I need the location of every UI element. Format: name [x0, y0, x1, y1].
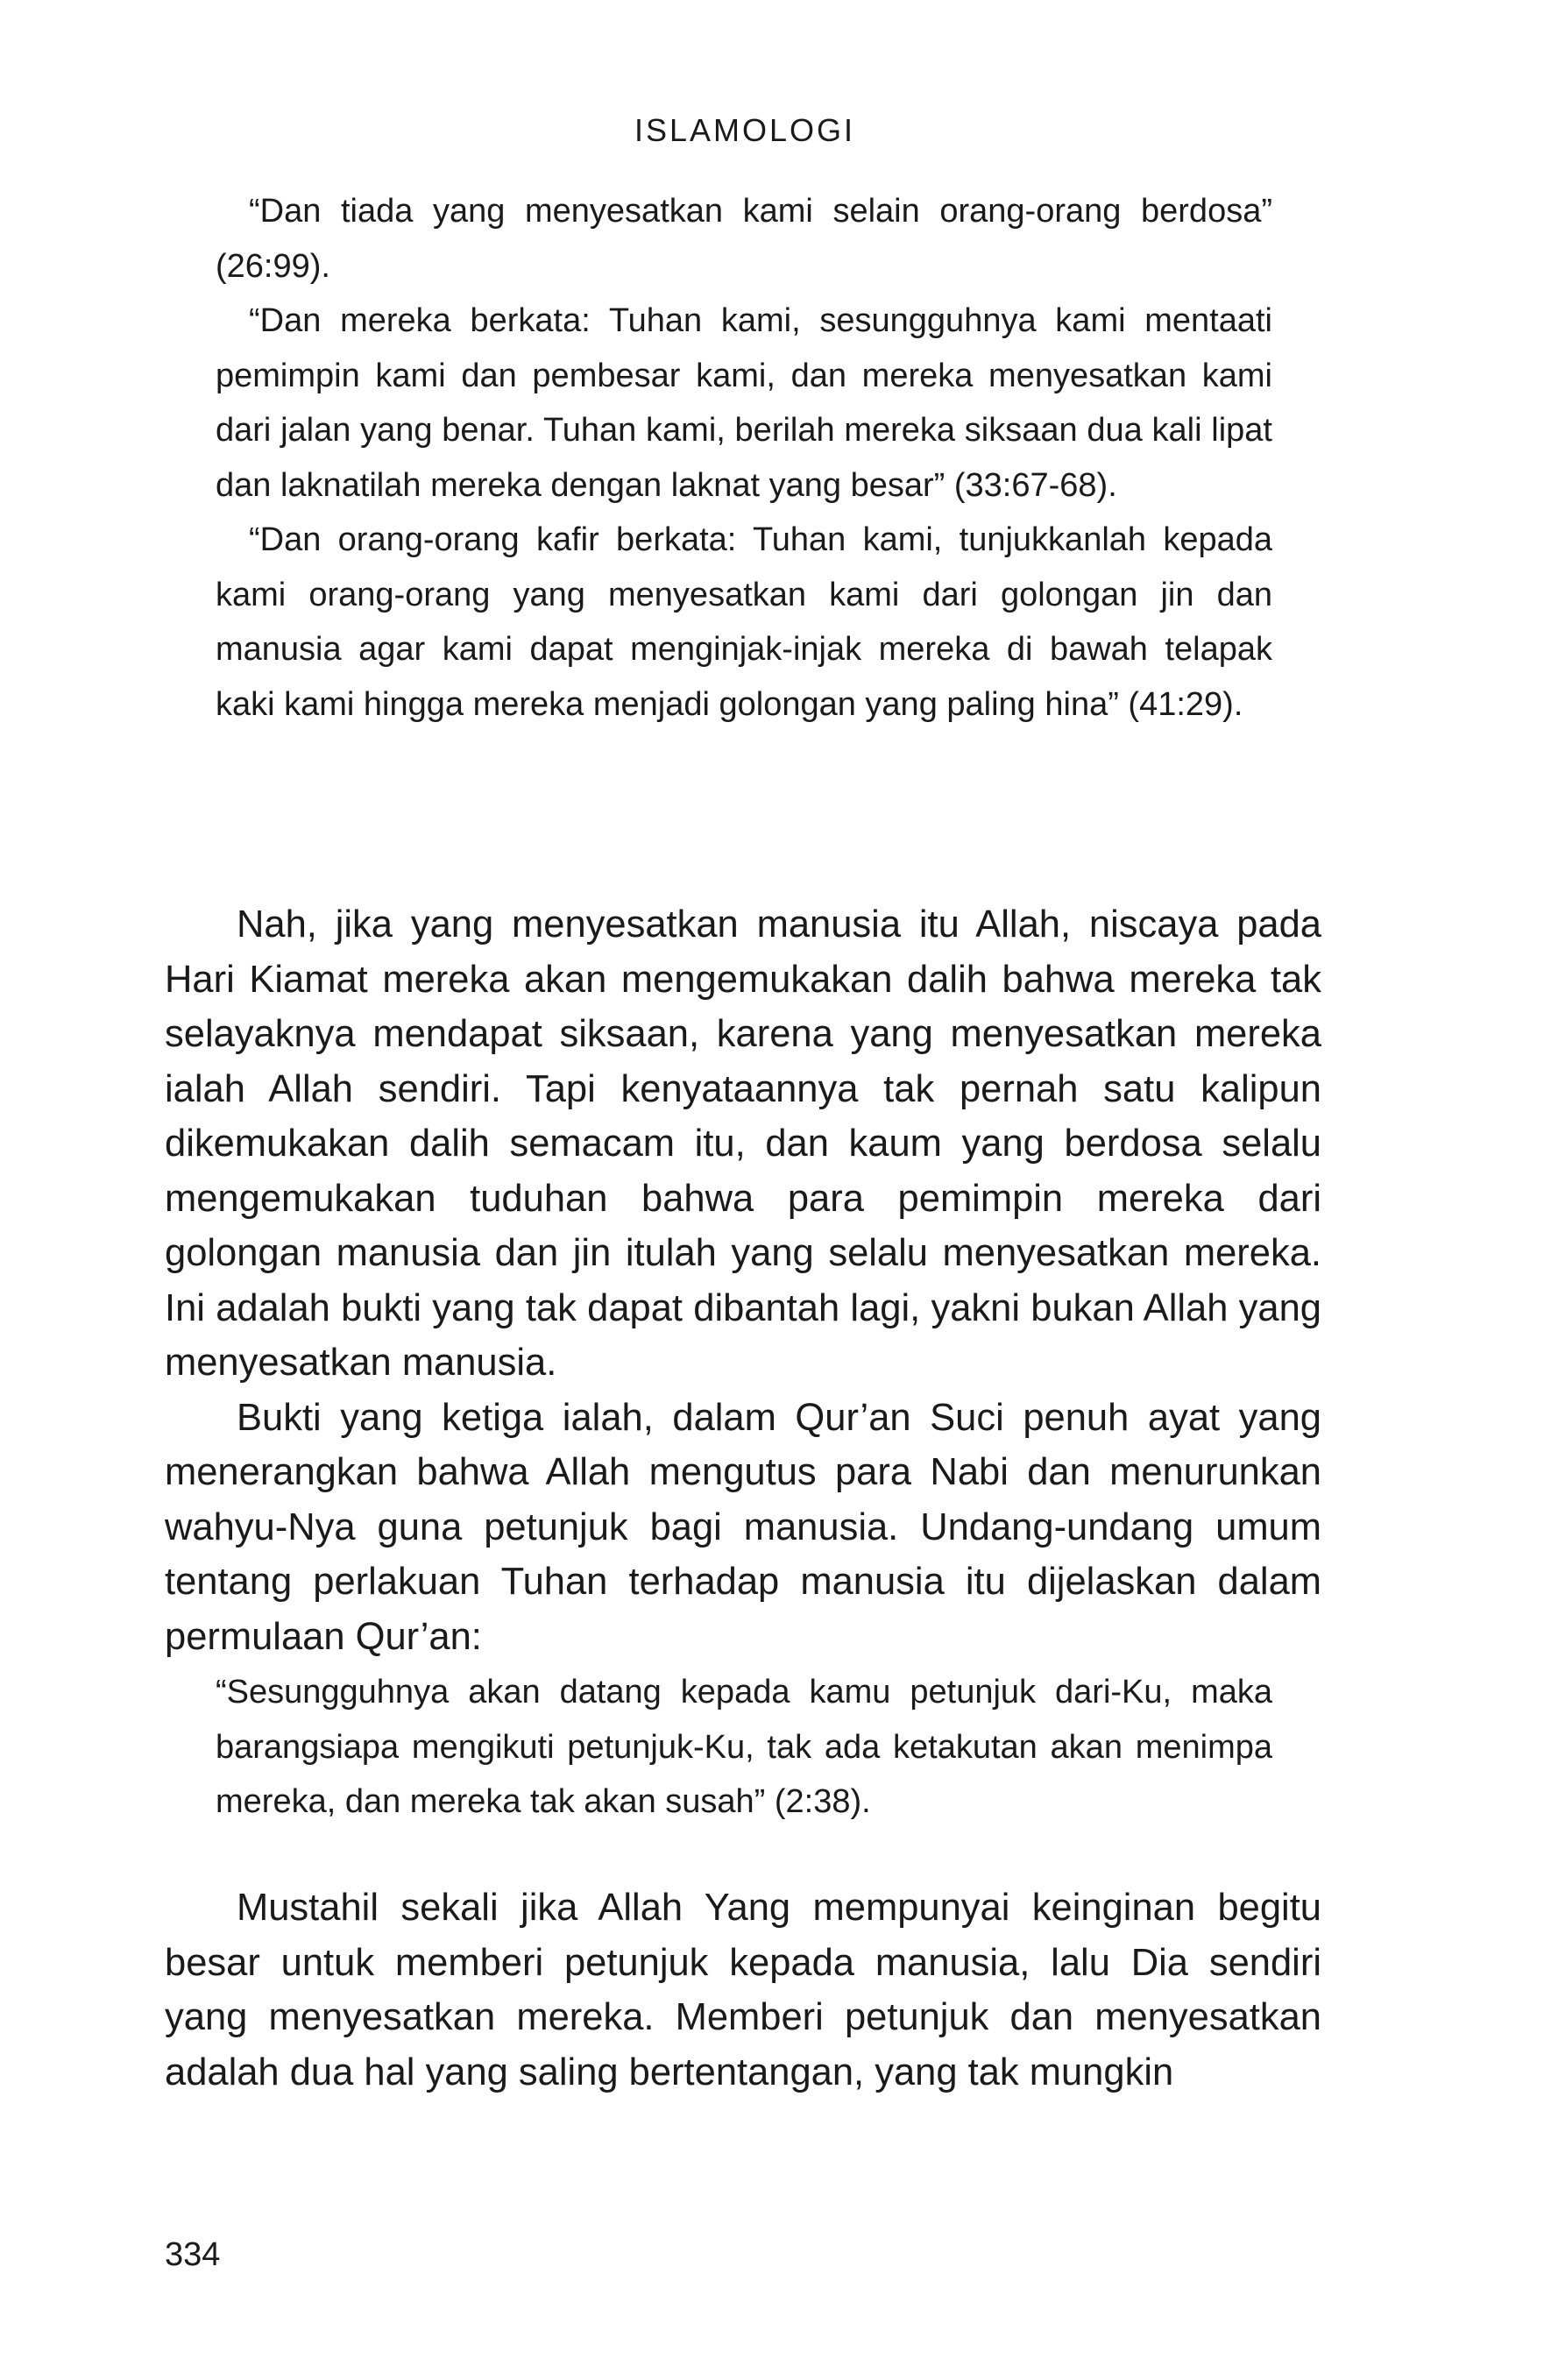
body-paragraph: Mustahil sekali jika Allah Yang mempunyai keinginan begitu besar untuk memberi petunjuk kepada manusia, lalu Dia sendiri yang menyesatkan mereka. Memberi petunjuk dan menyesatkan adalah dua hal yang saling bertentangan, yang tak mungkin: [165, 1887, 1321, 2093]
body-paragraph: Bukti yang ketiga ialah, dalam Qur’an Suci penuh ayat yang menerangkan bahwa Allah mengutus para Nabi dan menurunkan wahyu-Nya guna petunjuk bagi manusia. Undang-undang umum tentang perlakuan Tuhan terhadap manusia itu dijelaskan dalam permulaan Qur’an:: [165, 1396, 1321, 1658]
quote-paragraph: “Dan mereka berkata: Tuhan kami, sesungguhnya kami mentaati pemimpin kami dan pembesar kami, dan mereka menyesatkan kami dari jalan yang benar. Tuhan kami, berilah mereka siksaan dua kali lipat dan laknatilah mereka dengan laknat yang besar” (33:67-68).: [216, 302, 1272, 504]
body-section-1: [165, 897, 1321, 1664]
page-number: 334: [165, 2236, 221, 2273]
quote-paragraph: “Dan tiada yang menyesatkan kami selain orang-orang berdosa” (26:99).: [216, 193, 1272, 285]
quote-paragraph: “Sesungguhnya akan datang kepada kamu petunjuk dari-Ku, maka barangsiapa mengikuti petunjuk-Ku, tak ada ketakutan akan menimpa mereka, dan mereka tak akan susah” (2:38).: [216, 1674, 1272, 1820]
quote-block-middle: [216, 1665, 1272, 1830]
body-paragraph: Nah, jika yang menyesatkan manusia itu Allah, niscaya pada Hari Kiamat mereka akan mengemukakan dalih bahwa mereka tak selayaknya mendapat siksaan, karena yang menyesatkan mereka ialah Allah sendiri. Tapi kenyataannya tak pernah satu kalipun dikemukakan dalih semacam itu, dan kaum yang berdosa selalu mengemukakan tuduhan bahwa para pemimpin mereka dari golongan manusia dan jin itulah yang selalu menyesatkan mereka. Ini adalah bukti yang tak dapat dibantah lagi, yakni bukan Allah yang menyesatkan manusia.: [165, 903, 1321, 1384]
quote-paragraph: “Dan orang-orang kafir berkata: Tuhan kami, tunjukkanlah kepada kami orang-orang yang menyesatkan kami dari golongan jin dan manusia agar kami dapat menginjak-injak mereka di bawah telapak kaki kami hingga mereka menjadi golongan yang paling hina” (41:29).: [216, 521, 1272, 723]
quote-block-top: [216, 184, 1272, 732]
body-section-2: [165, 1881, 1321, 2100]
running-header: ISLAMOLOGI: [634, 112, 856, 148]
